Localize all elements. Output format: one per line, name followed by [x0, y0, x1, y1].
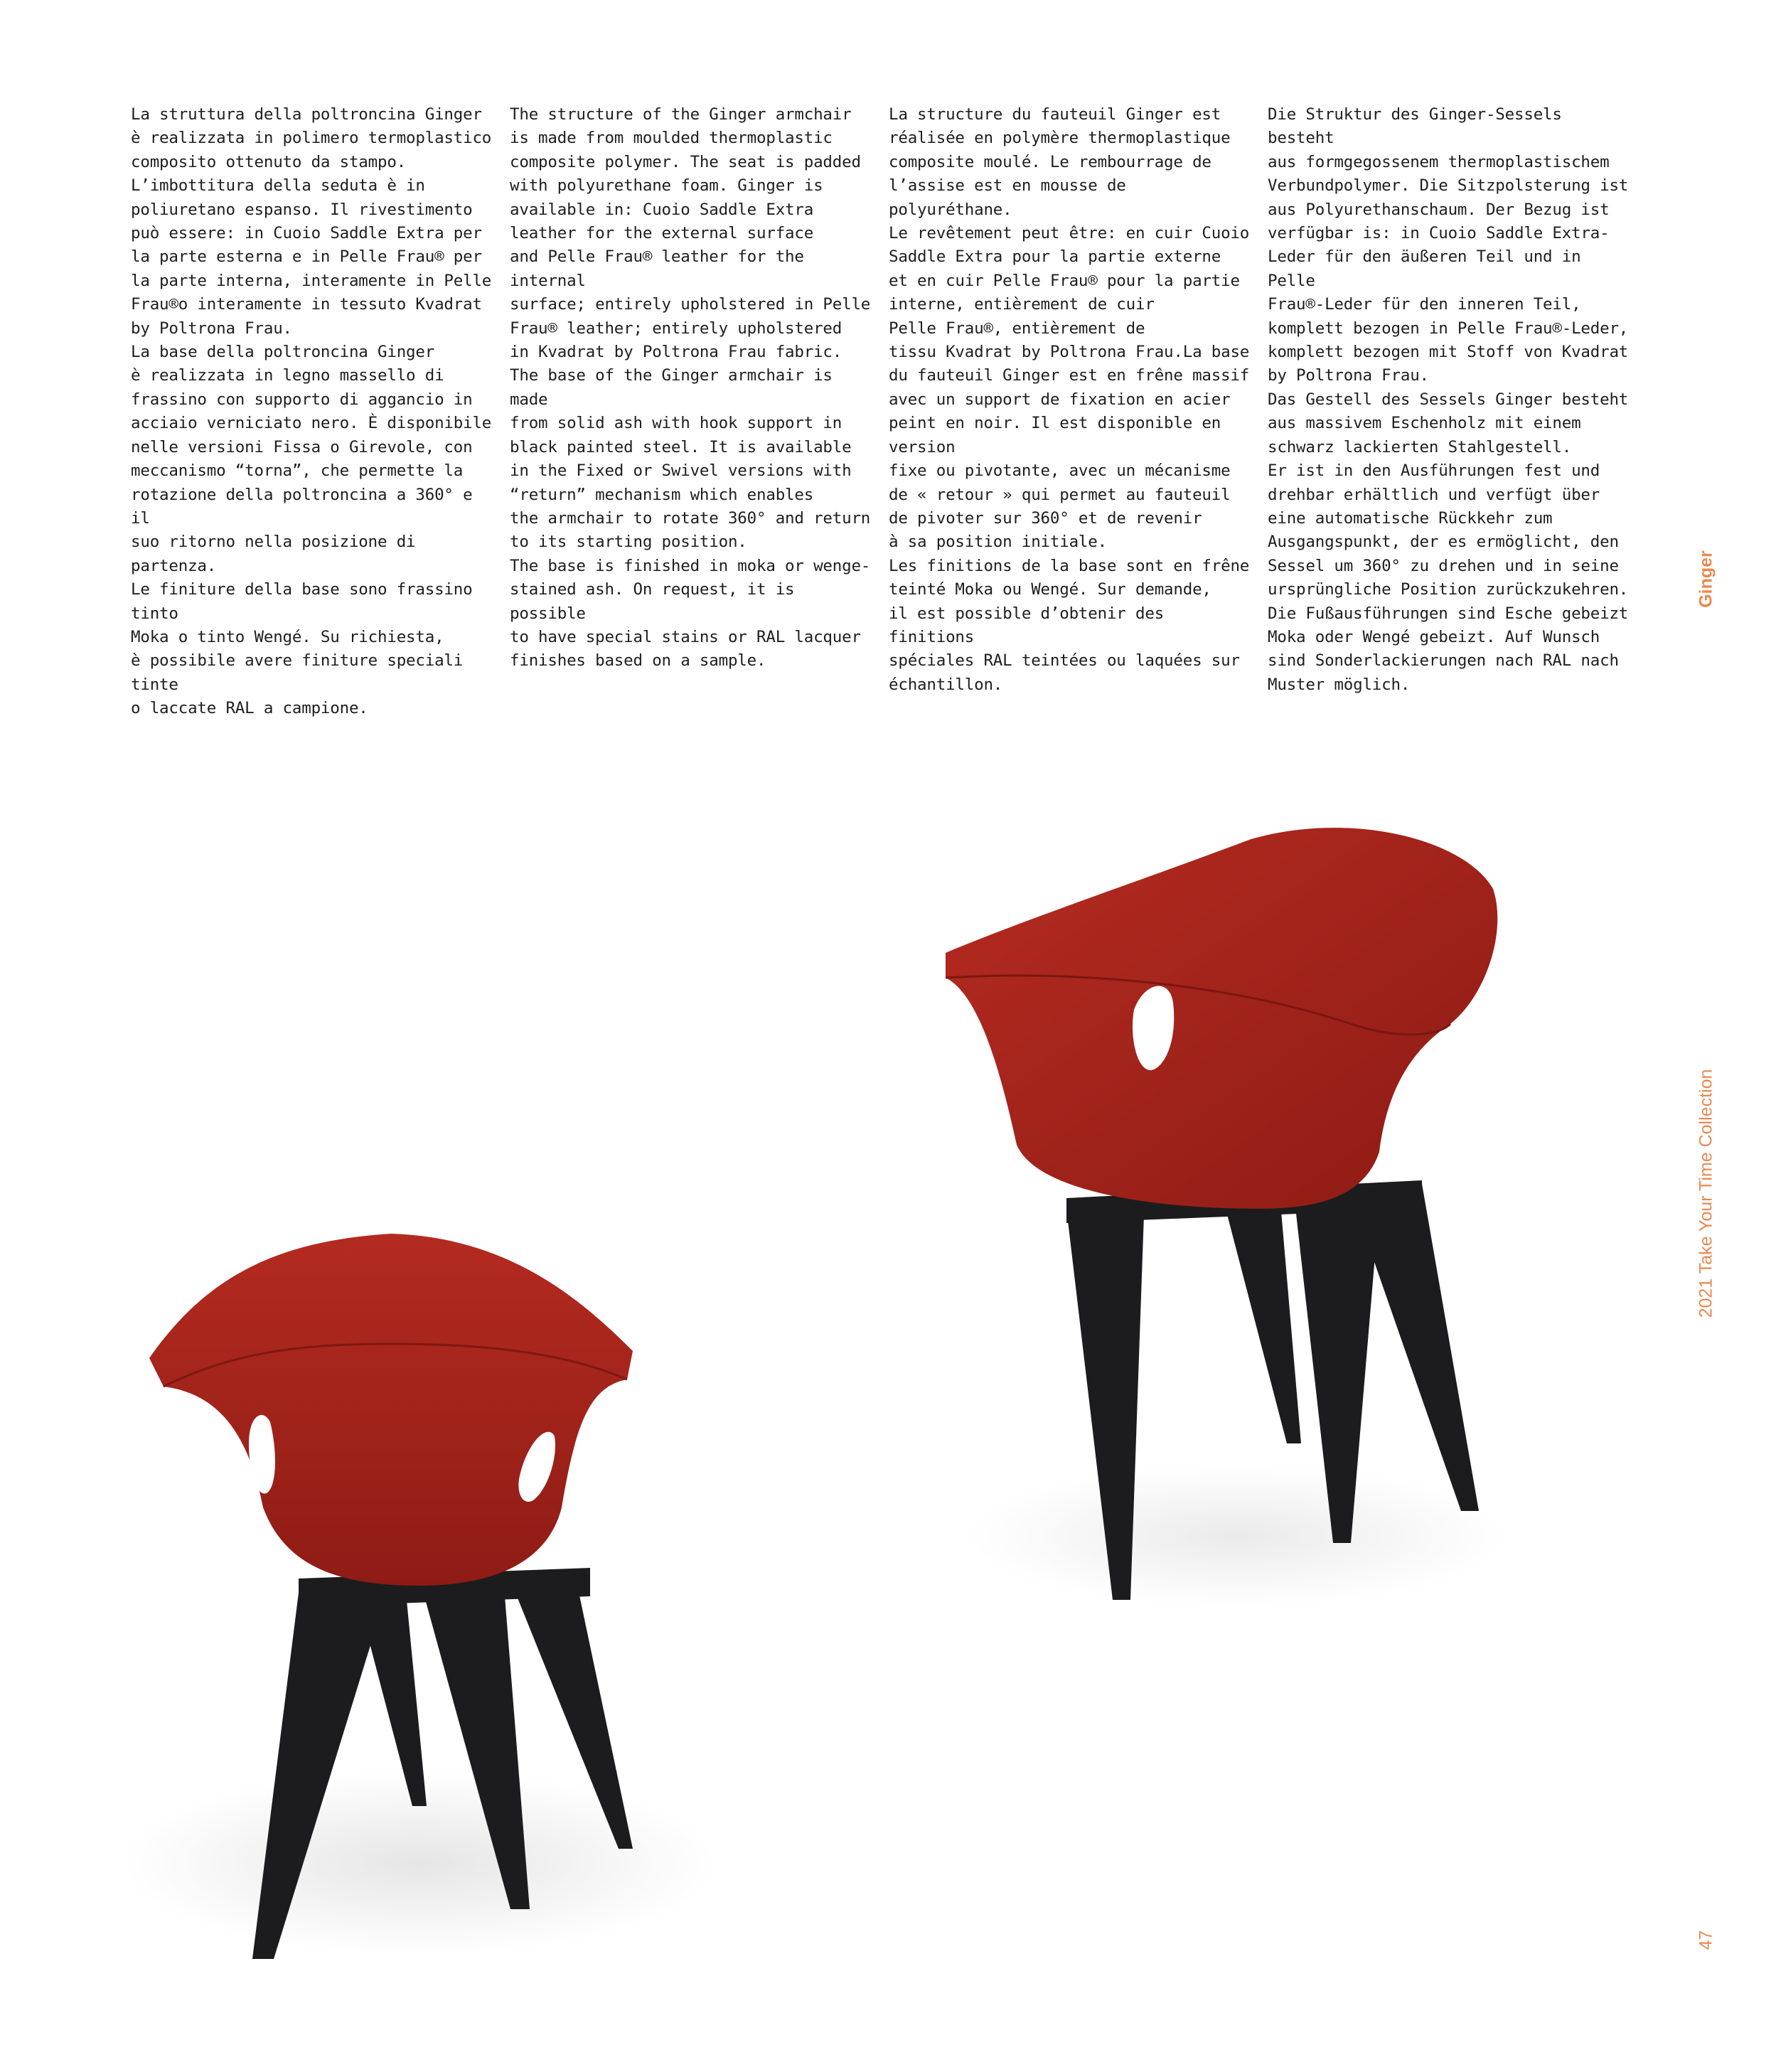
- text-column-german: [1268, 103, 1637, 697]
- section-title: Ginger: [1696, 550, 1716, 608]
- chair-shell: [149, 1234, 633, 1586]
- paragraph: Er ist in den Ausführungen fest und drehbar erhältlich und verfügt über eine automatische Rückkehr zum Ausgangspunkt, der es ermöglicht, den Sessel um 360° zu drehen und in seine ursprüngliche Position zurückzukehren.: [1268, 461, 1629, 599]
- page-number: 47: [1696, 1930, 1716, 1950]
- paragraph: The structure of the Ginger armchair is made from moulded thermoplastic composite polymer. The seat is padded with polyurethane foam. Ginger is available in: Cuoio Saddle Extra leather for the external surface and Pelle Frau® leather for the internal surface; entirely upholstered in Pelle Frau® leather; entirely upholstered in Kvadrat by Poltrona Frau fabric.: [510, 105, 871, 362]
- text-column-italian: [131, 103, 501, 721]
- chair-front-image: [121, 1209, 789, 1991]
- text-column-french: [889, 103, 1258, 697]
- paragraph: La base della poltroncina Ginger è realizzata in legno massello di frassino con supporto di aggancio in acciaio verniciato nero. È disponibile nelle versioni Fissa o Girevole, con meccanismo “torna”, che permette la rotazione della poltroncina a 360° e il suo ritorno nella posizione di partenza. Le finiture della base sono frassino tinto Moka o tinto Wengé. Su richiesta, è possibile avere finiture speciali tinte o laccate RAL a campione.: [131, 343, 492, 718]
- paragraph: Die Struktur des Ginger-Sessels besteht aus formgegossenem thermoplastischem Verbundpolymer. Die Sitzpolsterung ist aus Polyurethanschaum. Der Bezug ist verfügbar is: in Cuoio Saddle Extra- Leder für den äußeren Teil und in Pelle Frau®-Leder für den inneren Teil, komplett bezogen in Pelle Frau®-Leder, komplett bezogen mit Stoff von Kvadrat by Poltrona Frau.: [1268, 105, 1629, 385]
- chair-shell: [946, 828, 1497, 1209]
- paragraph: Die Fußausführungen sind Esche gebeizt Moka oder Wengé gebeizt. Auf Wunsch sind Sonderlackierungen nach RAL nach Muster möglich.: [1268, 604, 1629, 694]
- paragraph: Les finitions de la base sont en frêne teinté Moka ou Wengé. Sur demande, il est possible d’obtenir des finitions spéciales RAL teintées ou laquées sur échantillon.: [889, 556, 1250, 694]
- paragraph: The base of the Ginger armchair is made from solid ash with hook support in black painted steel. It is available in the Fixed or Swivel versions with “return” mechanism which enables the armchair to rotate 360° and return to its starting position.: [510, 366, 871, 552]
- collection-title: 2021 Take Your Time Collection: [1696, 1069, 1716, 1318]
- paragraph: Das Gestell des Sessels Ginger besteht aus massivem Eschenholz mit einem schwarz lackierten Stahlgestell.: [1268, 390, 1629, 456]
- chair-angled-image: [924, 811, 1536, 1628]
- paragraph: La struttura della poltroncina Ginger è realizzata in polimero termoplastico composito ottenuto da stampo. L’imbottitura della seduta è in poliuretano espanso. Il rivestimento può essere: in Cuoio Saddle Extra per la parte esterna e in Pelle Frau® per la parte interna, interamente in Pelle Frau®o interamente in tessuto Kvadrat by Poltrona Frau.: [131, 105, 492, 338]
- paragraph: La structure du fauteuil Ginger est réalisée en polymère thermoplastique composite moulé. Le rembourrage de l’assise est en mousse de polyuréthane. Le revêtement peut être: en cuir Cuoio Saddle Extra pour la partie externe et en cuir Pelle Frau® pour la partie interne, entièrement de cuir Pelle Frau®, entièrement de tissu Kvadrat by Poltrona Frau.La base du fauteuil Ginger est en frêne massif avec un support de fixation en acier peint en noir. Il est disponible en version fixe ou pivotante, avec un mécanisme de « retour » qui permet au fauteuil de pivoter sur 360° et de revenir à sa position initiale.: [889, 105, 1250, 552]
- text-column-english: [510, 103, 879, 673]
- paragraph: The base is finished in moka or wenge- stained ash. On request, it is possible to have special stains or RAL lacquer finishes based on a sample.: [510, 556, 871, 671]
